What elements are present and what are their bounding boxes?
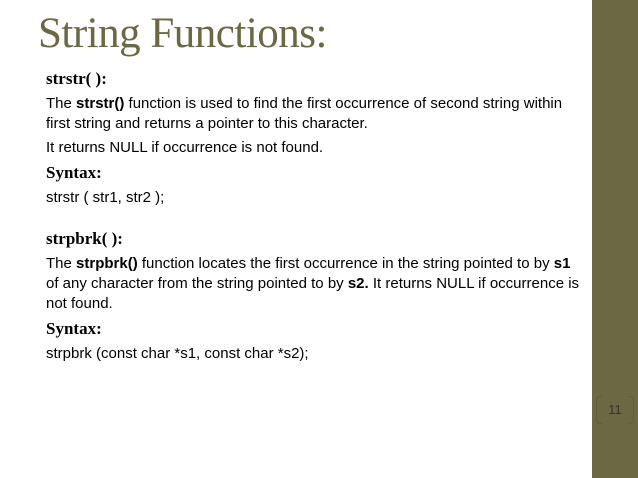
strpbrk-desc-mid2: of any character from the string pointed to by <box>46 275 348 292</box>
strstr-syntax: strstr ( str1, str2 ); <box>46 189 165 206</box>
strpbrk-desc-s2: s2. <box>347 275 369 292</box>
strpbrk-desc-rest: It returns NULL if occurrence is not found. <box>46 275 580 312</box>
slide-content <box>46 68 586 364</box>
strpbrk-description <box>46 254 586 314</box>
slide-number-badge <box>596 396 634 424</box>
strstr-desc-func: strstr() <box>76 95 125 112</box>
right-bracket-icon <box>628 396 634 424</box>
strpbrk-heading: strpbrk( ): <box>46 229 123 248</box>
slide-number: 11 <box>608 402 622 417</box>
strpbrk-desc-mid1: function locates the first occurrence in the string pointed to by <box>137 255 554 272</box>
strstr-syntax-label: Syntax: <box>46 163 102 182</box>
strstr-heading: strstr( ): <box>46 69 107 88</box>
slide-title: String Functions: <box>38 10 327 57</box>
strpbrk-syntax: strpbrk (const char *s1, const char *s2); <box>46 345 309 362</box>
strpbrk-desc-func: strpbrk() <box>76 255 138 272</box>
strpbrk-desc-s1: s1 <box>553 255 571 272</box>
strpbrk-desc-prefix: The <box>46 255 77 272</box>
strstr-null-note: It returns NULL if occurrence is not found. <box>46 139 324 156</box>
strstr-desc-rest: function is used to find the first occurrence of second string within first string and returns a pointer to this character. <box>46 95 563 132</box>
strstr-description <box>46 94 586 134</box>
strpbrk-syntax-label: Syntax: <box>46 319 102 338</box>
strstr-desc-prefix: The <box>46 95 77 112</box>
